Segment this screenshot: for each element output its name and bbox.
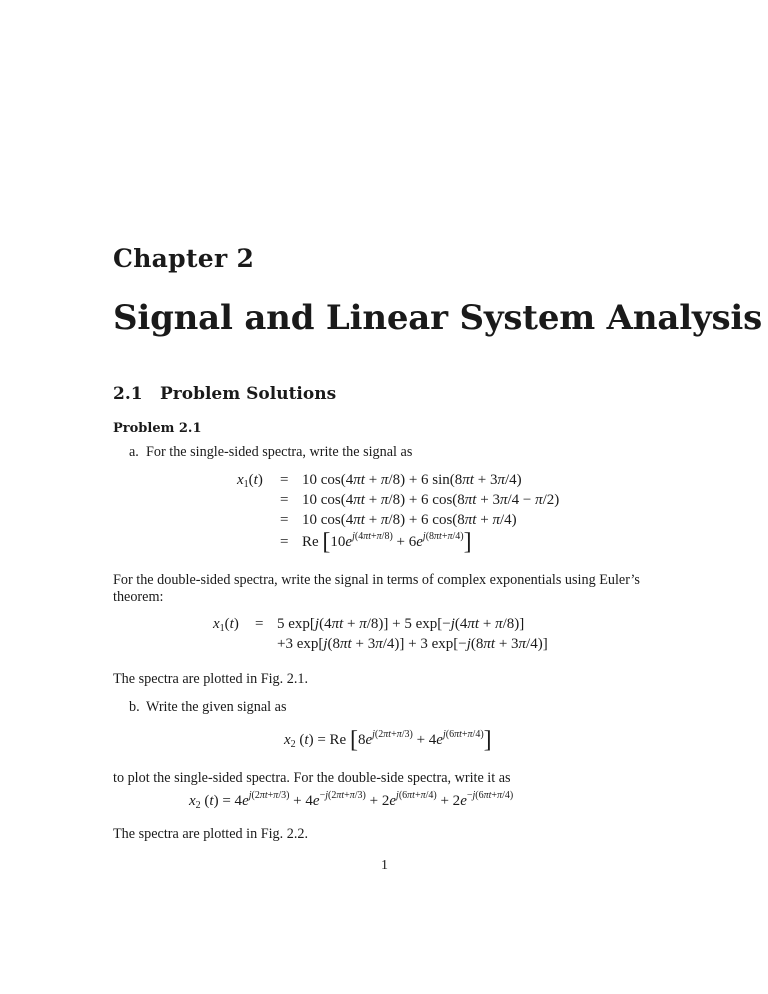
eq2-equals: = bbox=[255, 616, 264, 632]
part-a-intro: For the single-sided spectra, write the signal as bbox=[146, 444, 413, 460]
part-b-eq1: $x_2$ (t) = Re $[8e^{j(2\pi t+\pi/3)} + 4e^{j(6\pi t+\pi/4)}]$ bbox=[284, 727, 492, 753]
chapter-label: Chapter 2 bbox=[113, 244, 255, 273]
part-b-eq2: $x_2$ $(t) = 4e^{j(2\pi t+\pi/3)} + 4e^{-j(2\pi t+\pi/3)} + 2e^{j(6\pi t+\pi/4)} + 2e^{-j(6\pi t+\pi/4)}$ bbox=[189, 790, 514, 811]
eq1-lhs: $x_1(t)$ bbox=[237, 472, 263, 490]
section-title: Problem Solutions bbox=[160, 384, 337, 404]
double-sided-text-line1: For the double-sided spectra, write the signal in terms of complex exponentials using Euler’s bbox=[113, 572, 640, 588]
eq1-equals-1: = bbox=[280, 472, 289, 488]
eq2-row-2: +3 exp[j(8πt + 3π/4)] + 3 exp[−j(8πt + 3π/4)] bbox=[277, 636, 548, 652]
eq1-equals-3: = bbox=[280, 512, 289, 528]
eq1-row-4: Re $[10e^{j(4\pi t+\pi/8)} + 6e^{j(8\pi t+\pi/4)}]$ bbox=[302, 529, 472, 555]
eq1-row-1: 10 cos(4πt + π/8) + 6 sin(8πt + 3π/4) bbox=[302, 472, 522, 488]
part-b-continuation: to plot the single-sided spectra. For the double-side spectra, write it as bbox=[113, 770, 511, 786]
double-sided-text-line2: theorem: bbox=[113, 589, 164, 605]
eq2-lhs: $x_1(t)$ bbox=[213, 616, 239, 634]
fig-2-2-ref: The spectra are plotted in Fig. 2.2. bbox=[113, 826, 309, 842]
part-b-label: b. bbox=[129, 699, 140, 715]
part-b-intro: Write the given signal as bbox=[146, 699, 287, 715]
section-number: 2.1 bbox=[113, 384, 143, 404]
eq1-equals-2: = bbox=[280, 492, 289, 508]
eq1-equals-4: = bbox=[280, 534, 289, 550]
part-a-label: a. bbox=[129, 444, 139, 460]
chapter-title: Signal and Linear System Analysis bbox=[113, 298, 763, 338]
page-number: 1 bbox=[381, 858, 388, 873]
eq1-row-3: 10 cos(4πt + π/8) + 6 cos(8πt + π/4) bbox=[302, 512, 517, 528]
eq2-row-1: 5 exp[j(4πt + π/8)] + 5 exp[−j(4πt + π/8)] bbox=[277, 616, 525, 632]
fig-2-1-ref: The spectra are plotted in Fig. 2.1. bbox=[113, 671, 309, 687]
problem-heading: Problem 2.1 bbox=[113, 421, 202, 436]
eq1-row-2: 10 cos(4πt + π/8) + 6 cos(8πt + 3π/4 − π/2) bbox=[302, 492, 560, 508]
